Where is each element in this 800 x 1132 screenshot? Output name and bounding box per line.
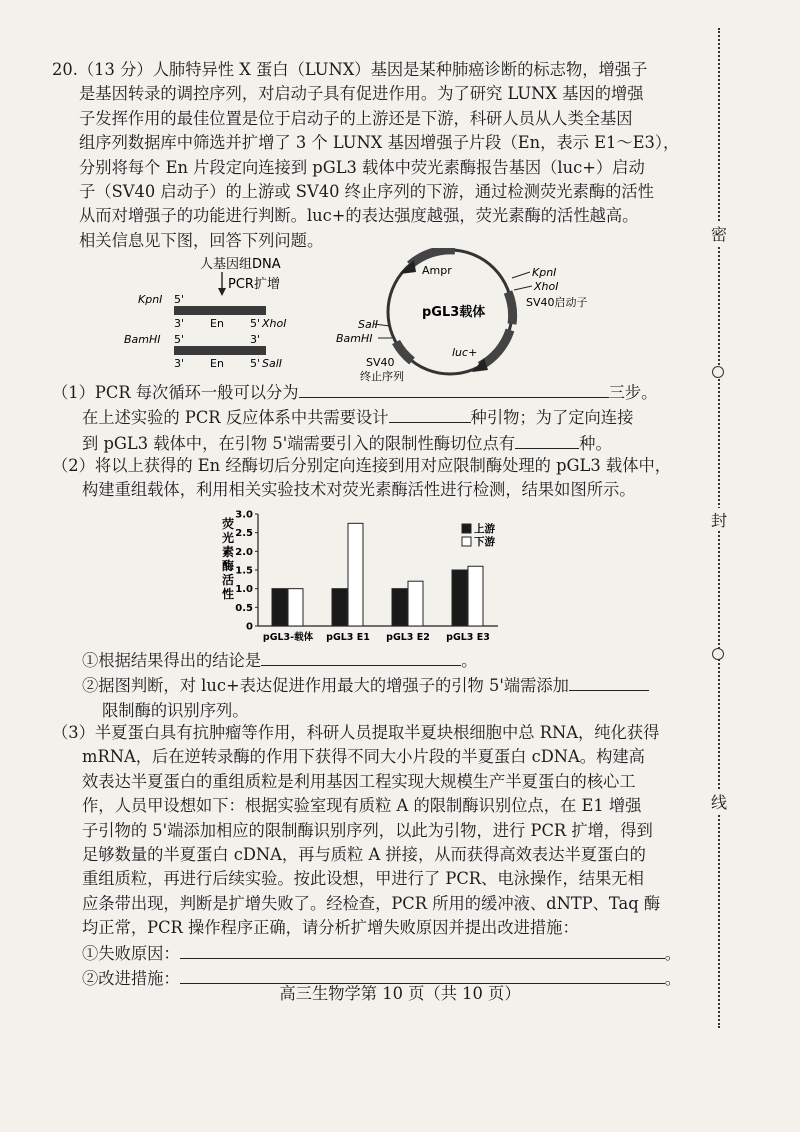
x-tick-label: pGL3-载体 [262,632,314,643]
q1-text: （1）PCR 每次循环一般可以分为 [52,383,299,402]
binding-char-feng: 封 [710,508,728,531]
chart-legend [462,522,495,548]
xho-label: XhoⅠ [534,280,559,293]
luciferase-activity-chart [212,506,512,646]
dna-title: 人基因组DNA [200,257,281,272]
legend-label: 下游 [474,536,495,548]
y-axis-label-char: 活 [221,573,235,587]
q3-line: （3）半夏蛋白具有抗肿瘤等作用，科研人员提取半夏块根细胞中总 RNA，纯化获得 [52,723,660,742]
bar-downstream [408,581,423,626]
bar-downstream [468,566,483,626]
x-tick-label: pGL3 E2 [386,632,430,643]
q1-text: 种。 [579,433,612,453]
q3-line: 足够数量的半夏蛋白 cDNA，再与质粒 A 拼接，从而获得高效表达半夏蛋白的 [82,845,646,865]
bar-upstream [452,570,467,626]
bam-label: BamHⅠ [336,332,373,345]
sal-label: SalⅠ [358,318,379,331]
q1-line-1 [52,380,692,405]
y-tick-label: 2.5 [235,528,253,540]
sv40-promoter-label: SV40启动子 [526,296,588,309]
answer-blank[interactable] [299,380,609,398]
q2-text: 。 [461,651,478,670]
q3-line: 应条带出现，判断是扩增失败了。经检查，PCR 所用的缓冲液、dNTP、Taq 酶 [82,893,661,913]
three-prime-label: 3' [174,317,185,330]
xho-pointer [514,286,532,290]
y-axis-label-char: 荧 [221,517,235,531]
three-prime-label: 3' [174,357,185,370]
q3-line: 效表达半夏蛋白的重组质粒是利用基因工程实现大规模生产半夏蛋白的核心工 [82,771,636,791]
plasmid-name: pGL3载体 [422,305,486,320]
y-axis-label-char: 素 [221,545,235,559]
intro-line: 是基因转录的调控序列，对启动子具有促进作用。为了研究 LUNX 基因的增强 [79,84,644,104]
q3-text: 。 [664,969,681,989]
bar-upstream [392,589,407,626]
bam-left-label: BamHⅠ [124,333,161,346]
y-tick-label: 3.0 [235,509,253,521]
sv40-promoter-block [508,292,513,324]
amp-label: Ampr [422,264,452,277]
answer-blank[interactable] [515,431,579,449]
y-tick-label: 0.5 [235,602,253,614]
amp-gene-block [410,250,455,265]
q1-text: 三步。 [608,383,658,402]
y-axis-label-char: 光 [221,531,235,545]
q2-text: ②据图判断，对 luc+表达促进作用最大的增强子的引物 5'端需添加 [82,676,569,696]
y-axis-label-group [222,516,234,601]
sv40-terminator-block [396,342,412,361]
page-footer: 高三生物学第 10 页（共 10 页） [279,984,521,1003]
q2-sub-2-cont: 限制酶的识别序列。 [102,700,249,720]
q3-line: 子引物的 5'端添加相应的限制酶识别序列，以此为引物，进行 PCR 扩增，得到 [82,820,653,840]
answer-blank[interactable] [389,405,471,423]
q1-line-2 [52,405,692,430]
q2-sub-1 [52,648,692,673]
binding-char-xian: 线 [710,790,728,813]
kpn-pointer [512,272,530,278]
bar-upstream [272,589,287,626]
q1-line-3 [52,431,692,456]
sv40-terminator-label-1: SV40 [366,356,395,369]
intro-line: 从而对增强子的功能进行判断。luc+的表达强度越强，荧光素酶的活性越高。 [79,206,639,226]
pcr-label: PCR扩增 [228,277,280,292]
q3-fail-reason [52,941,692,966]
q1-text: 到 pGL3 载体中，在引物 5'端需要引入的限制性酶切位点有 [82,433,516,453]
binding-circle [712,366,724,378]
answer-blank[interactable] [261,648,461,666]
legend-swatch [462,537,471,546]
question-2-sub [52,648,692,723]
x-tick-label: pGL3 E3 [446,632,490,643]
five-prime-label: 5' [174,293,185,306]
en-fragment-1 [174,306,266,315]
binding-circle [712,648,724,660]
q2-line-1: （2）将以上获得的 En 经酶切后分别定向连接到用对应限制酶处理的 pGL3 载体中， [52,456,672,475]
legend-swatch [462,524,471,533]
x-tick-label: pGL3 E1 [326,632,370,643]
q3-line: mRNA，后在逆转录酶的作用下获得不同大小片段的半夏蛋白 cDNA。构建高 [82,747,645,767]
intro-line: 相关信息见下图，回答下列问题。 [79,230,324,250]
three-prime-label: 3' [250,333,261,346]
q3-line: 重组质粒，再进行后续实验。按此设想，甲进行了 PCR、电泳操作，结果无相 [82,869,644,889]
bar-downstream [288,589,303,626]
q3-line: 作，人员甲设想如下：根据实验室现有质粒 A 的限制酶识别位点，在 E1 增强 [82,796,642,816]
xho-right-label: XhoⅠ [262,317,287,330]
binding-char-mi: 密 [710,222,728,245]
intro-line: 分别将每个 En 片段定向连接到 pGL3 载体中荧光素酶报告基因（luc+）启动 [79,157,645,177]
luc-label: luc+ [452,346,478,359]
question-20-intro [52,58,692,253]
answer-blank[interactable] [180,941,665,959]
pcr-arrowhead [218,288,226,296]
five-prime-label: 5' [174,333,185,346]
sal-right-label: SalⅠ [262,357,283,370]
en-label: En [210,357,224,370]
q2-sub-2 [52,673,692,698]
q1-text: 种引物；为了定向连接 [470,408,634,428]
five-prime-label: 5' [250,357,261,370]
legend-label: 上游 [474,523,495,535]
kpn-left-label: KpnⅠ [138,293,163,306]
q2-line-2: 构建重组载体，利用相关实验技术对荧光素酶活性进行检测，结果如图所示。 [82,480,636,500]
intro-line: 组序列数据库中筛选并扩增了 3 个 LUNX 基因增强子片段（En，表示 E1～E3）， [79,133,680,153]
bar-downstream [348,523,363,626]
sv40-terminator-label-2: 终止序列 [360,370,404,383]
bar-upstream [332,589,347,626]
en-fragment-2 [174,346,266,355]
chart-bars [263,523,490,643]
kpn-label: KpnⅠ [532,266,557,279]
q3-text: ②改进措施： [82,969,180,989]
y-axis-label-char: 酶 [221,559,235,573]
question-3 [52,721,692,991]
question-2 [52,454,692,503]
intro-line: 子（SV40 启动子）的上游或 SV40 终止序列的下游，通过检测荧光素酶的活性 [79,182,654,202]
en-label: En [210,317,224,330]
y-tick-label: 1.0 [235,584,253,596]
y-tick-label: 0 [246,621,253,633]
y-tick-label: 2.0 [235,546,253,558]
q3-text: ①失败原因： [82,943,180,963]
intro-line: 子发挥作用的最佳位置是位于启动子的上游还是下游，科研人员从人类全基因 [79,108,633,128]
five-prime-label: 5' [250,317,261,330]
pcr-plasmid-diagram [110,248,630,386]
question-1 [52,380,692,456]
answer-blank[interactable] [569,673,649,691]
q1-text: 在上述实验的 PCR 反应体系中共需要设计 [82,408,389,428]
intro-line: 20.（13 分）人肺特异性 X 蛋白（LUNX）基因是某种肺癌诊断的标志物，增强子 [52,60,648,79]
y-tick-label: 1.5 [235,565,253,577]
q3-line: 均正常，PCR 操作程序正确，请分析扩增失败原因并提出改进措施： [82,918,579,938]
q3-text: 。 [664,943,681,963]
q2-text: ①根据结果得出的结论是 [82,651,262,670]
y-axis-label-char: 性 [221,587,235,601]
